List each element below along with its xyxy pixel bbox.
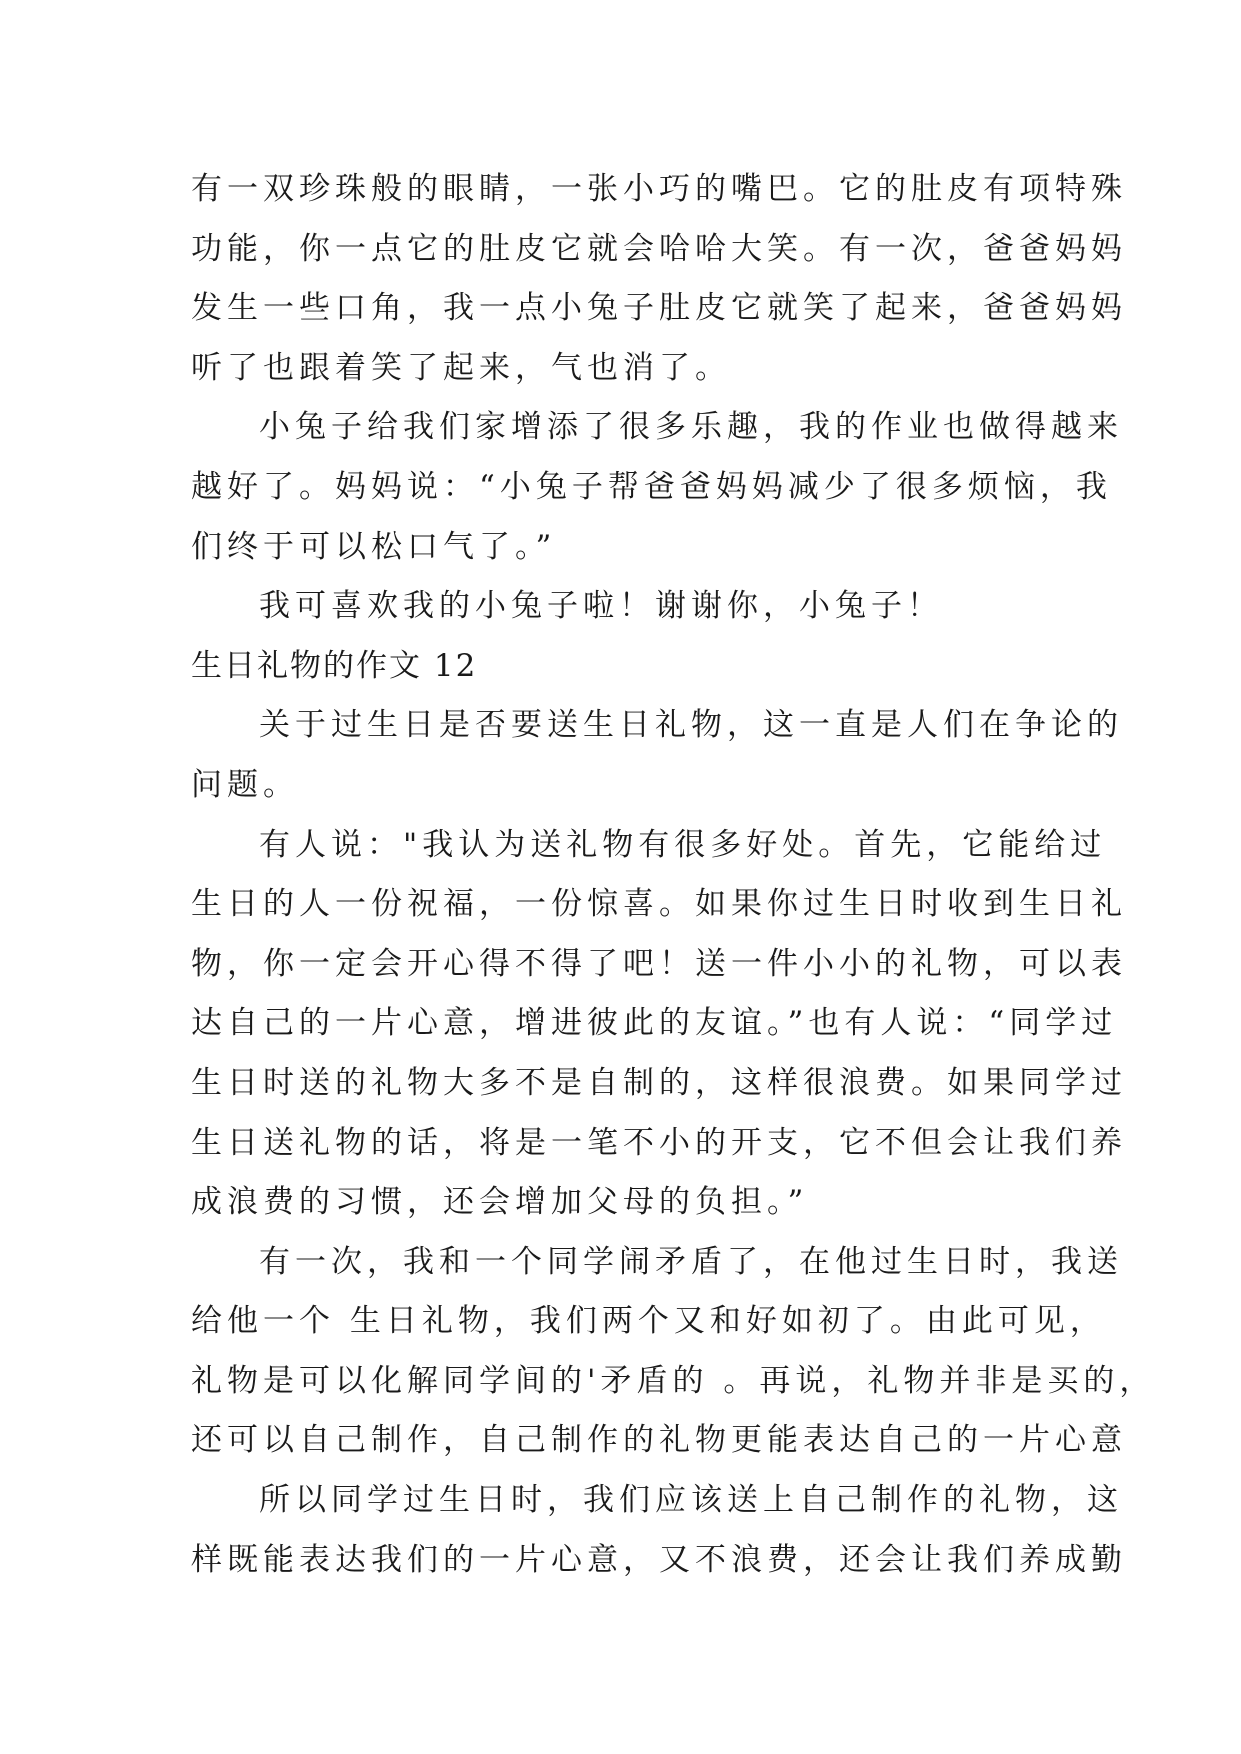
text-line: 小兔子给我们家增添了很多乐趣，我的作业也做得越来 bbox=[259, 409, 1123, 446]
text-line: 还可以自己制作，自己制作的礼物更能表达自己的一片心意 bbox=[191, 1422, 1127, 1459]
text-line: 生日的人一份祝福，一份惊喜。如果你过生日时收到生日礼 bbox=[191, 886, 1127, 923]
text-line: 礼物是可以化解同学间的'矛盾的 。再说，礼物并非是买的， bbox=[191, 1362, 1156, 1399]
text-line: 问题。 bbox=[191, 766, 299, 803]
text-line: 有人说："我认为送礼物有很多好处。首先，它能给过 bbox=[259, 826, 1107, 863]
text-line: 听了也跟着笑了起来，气也消了。 bbox=[191, 349, 731, 386]
text-line: 给他一个 生日礼物，我们两个又和好如初了。由此可见， bbox=[191, 1303, 1106, 1340]
section-heading: 生日礼物的作文 12 bbox=[191, 647, 478, 684]
text-line: 生日送礼物的话，将是一笔不小的开支，它不但会让我们养 bbox=[191, 1124, 1127, 1161]
text-line: 发生一些口角，我一点小兔子肚皮它就笑了起来，爸爸妈妈 bbox=[191, 290, 1127, 327]
text-line: 我可喜欢我的小兔子啦！谢谢你，小兔子！ bbox=[259, 588, 943, 625]
text-line: 样既能表达我们的一片心意，又不浪费，还会让我们养成勤 bbox=[191, 1541, 1127, 1578]
document-body bbox=[191, 160, 1156, 1590]
text-line: 物，你一定会开心得不得了吧！送一件小小的礼物，可以表 bbox=[191, 945, 1127, 982]
text-line: 们终于可以松口气了。” bbox=[191, 528, 557, 565]
text-line: 越好了。妈妈说：“小兔子帮爸爸妈妈减少了很多烦恼，我 bbox=[191, 468, 1112, 505]
text-line: 生日时送的礼物大多不是自制的，这样很浪费。如果同学过 bbox=[191, 1064, 1127, 1101]
text-line: 达自己的一片心意，增进彼此的友谊。”也有人说：“同学过 bbox=[191, 1005, 1118, 1042]
text-line: 有一双珍珠般的眼睛，一张小巧的嘴巴。它的肚皮有项特殊 bbox=[191, 171, 1127, 207]
text-line: 所以同学过生日时，我们应该送上自己制作的礼物，这 bbox=[259, 1482, 1123, 1519]
text-line: 关于过生日是否要送生日礼物，这一直是人们在争论的 bbox=[259, 707, 1123, 744]
text-line: 功能，你一点它的肚皮它就会哈哈大笑。有一次，爸爸妈妈 bbox=[191, 230, 1127, 267]
text-line: 成浪费的习惯，还会增加父母的负担。” bbox=[191, 1184, 809, 1221]
text-line: 有一次，我和一个同学闹矛盾了，在他过生日时，我送 bbox=[259, 1243, 1123, 1280]
